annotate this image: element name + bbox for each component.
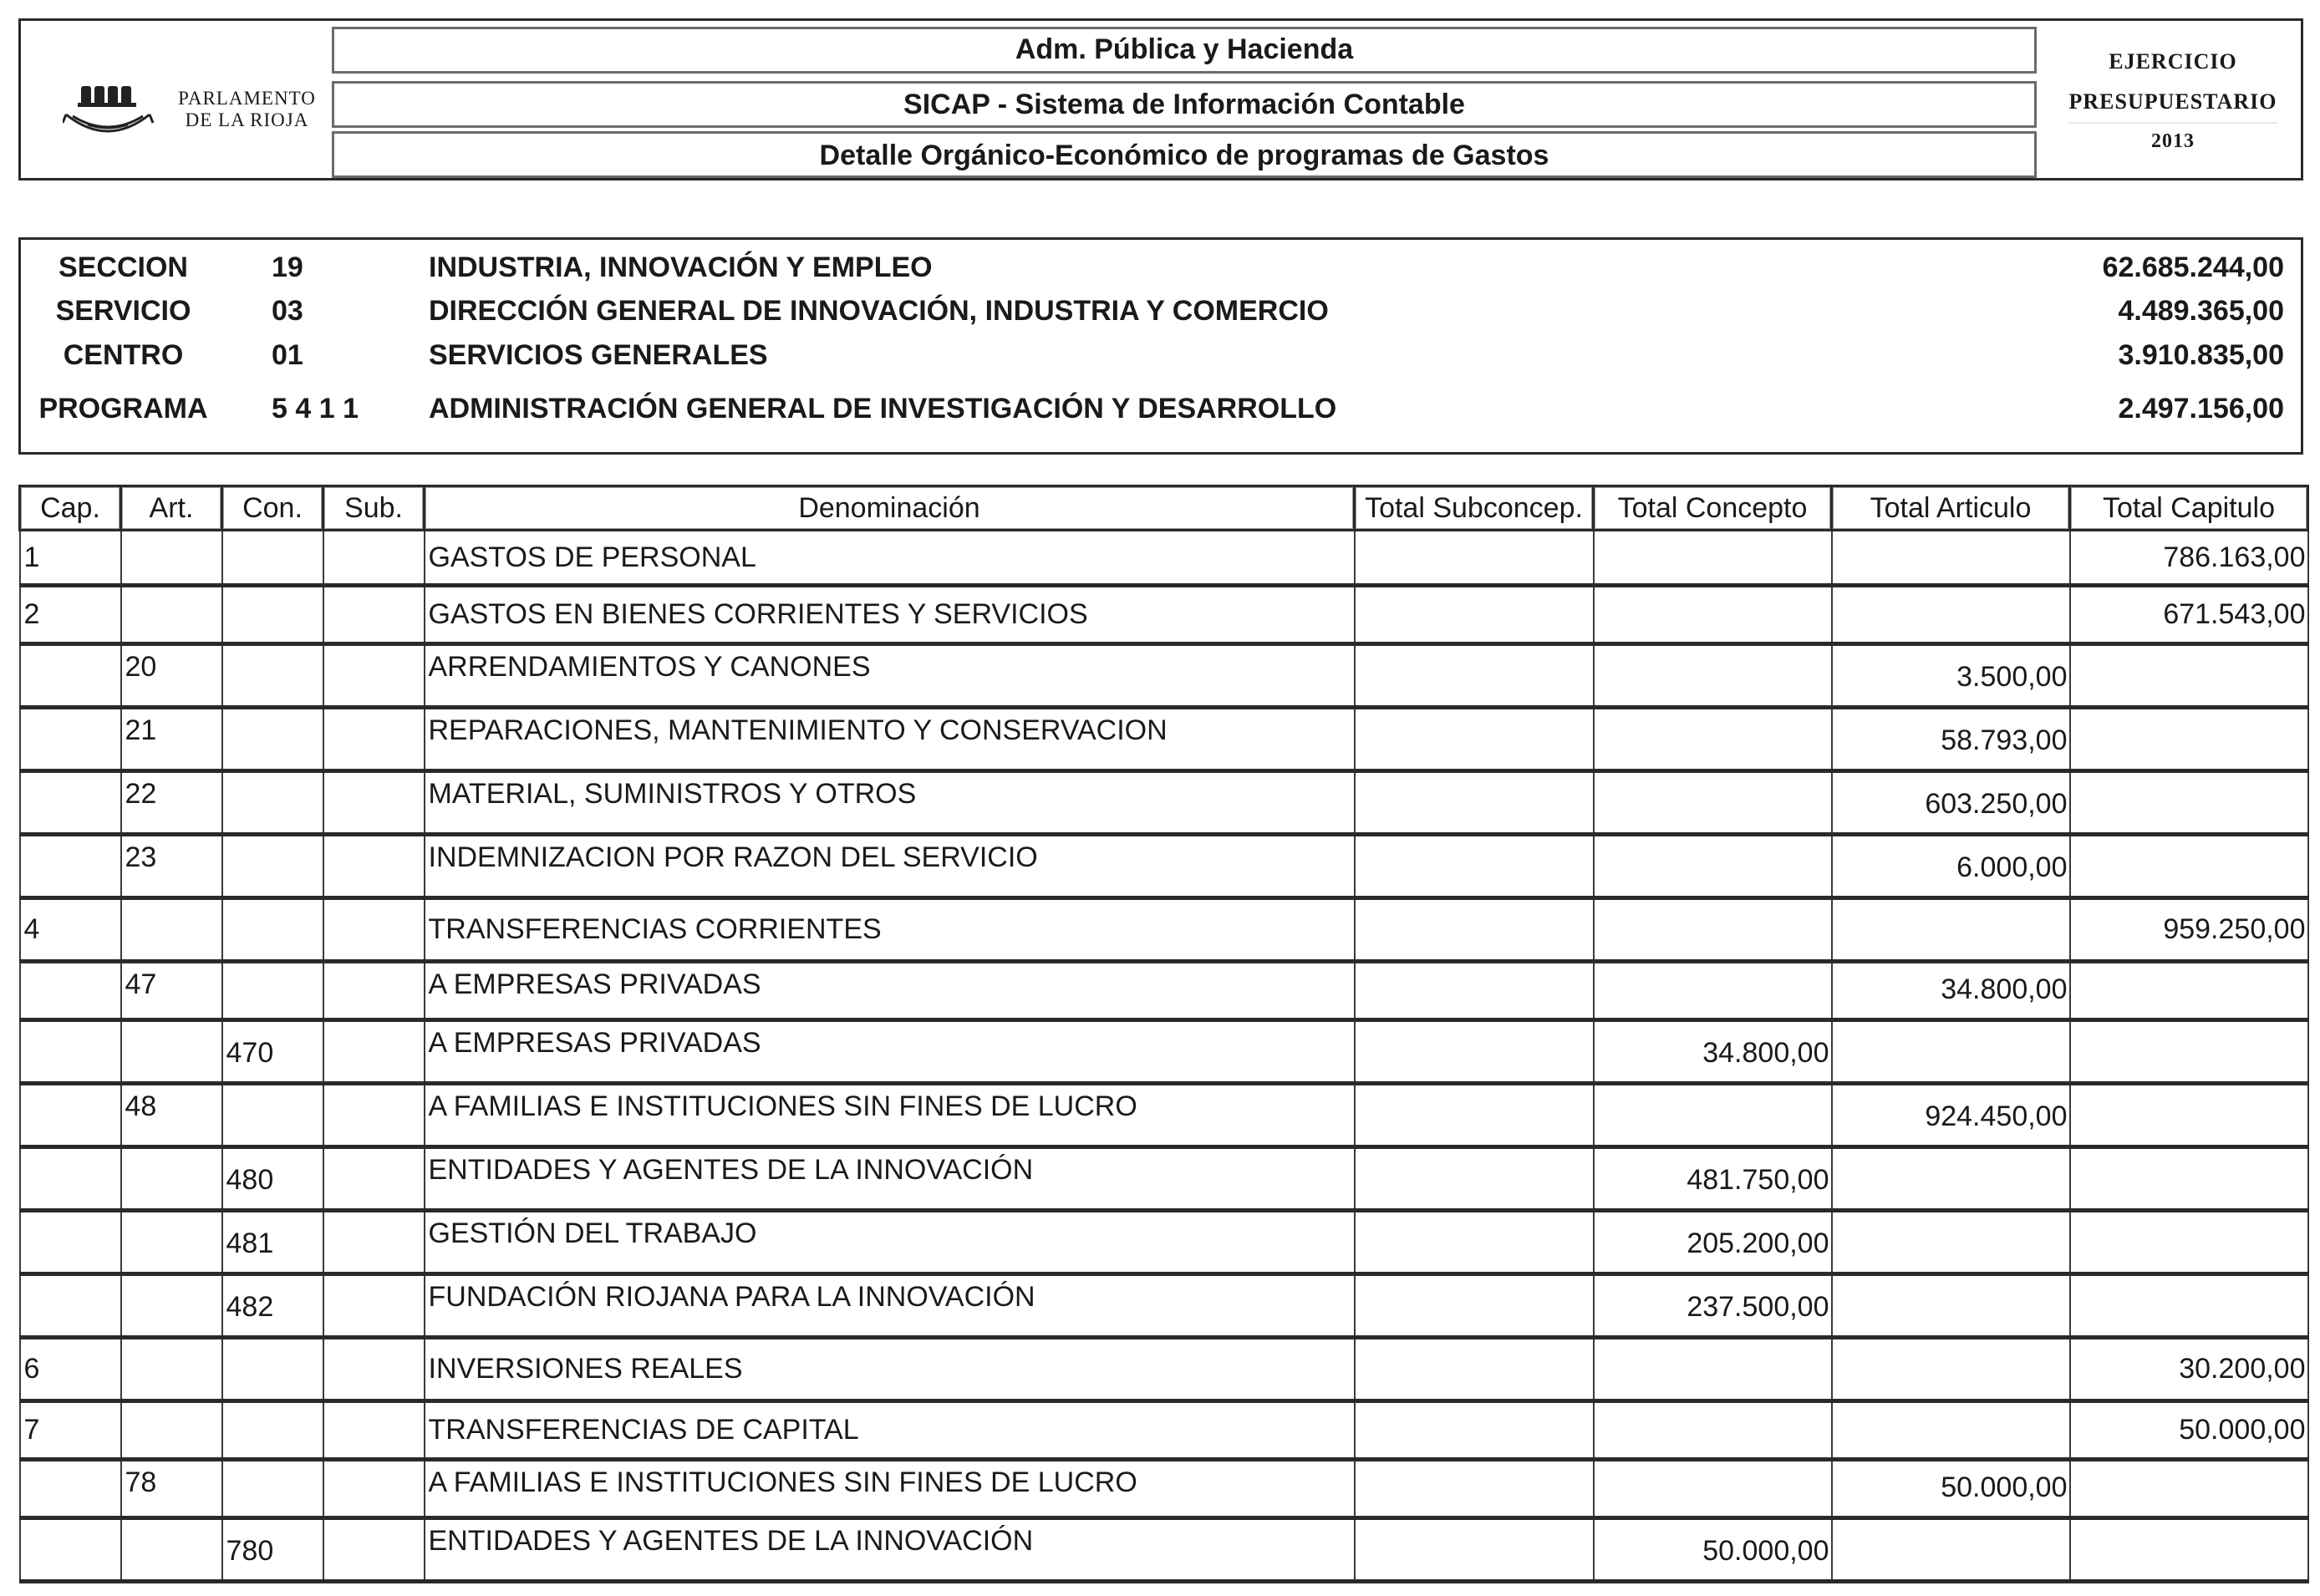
cell-total-concepto — [1594, 962, 1832, 1020]
summary-row-centro — [21, 337, 2301, 374]
cell-total-concepto — [1594, 1084, 1832, 1147]
summary-description: INDUSTRIA, INNOVACIÓN Y EMPLEO — [429, 252, 933, 283]
summary-description: DIRECCIÓN GENERAL DE INNOVACIÓN, INDUSTRIA Y COMERCIO — [429, 295, 1329, 327]
cell-denominacion: INVERSIONES REALES — [425, 1338, 1355, 1401]
cell-capitulo: 1 — [20, 531, 121, 586]
cell-capitulo — [20, 1518, 121, 1582]
cell-total-articulo: 50.000,00 — [1832, 1460, 2070, 1518]
cell-total-subconcepto — [1355, 835, 1594, 898]
cell-total-concepto — [1594, 708, 1832, 771]
cell-concepto — [222, 835, 323, 898]
summary-code: 01 — [272, 339, 303, 371]
cell-total-subconcepto — [1355, 644, 1594, 708]
parliament-name — [170, 88, 324, 131]
cell-concepto — [222, 898, 323, 962]
cell-articulo — [121, 531, 222, 586]
cell-capitulo — [20, 1084, 121, 1147]
cell-total-subconcepto — [1355, 1084, 1594, 1147]
cell-subconcepto — [323, 898, 425, 962]
cell-articulo — [121, 1020, 222, 1084]
table-row — [20, 1084, 2308, 1147]
column-header-art: Art. — [121, 486, 222, 531]
cell-concepto: 481 — [222, 1211, 323, 1274]
cell-total-subconcepto — [1355, 1274, 1594, 1338]
table-header-row — [20, 486, 2308, 531]
column-header-total-articulo: Total Articulo — [1832, 486, 2070, 531]
cell-total-subconcepto — [1355, 771, 1594, 835]
cell-total-articulo: 6.000,00 — [1832, 835, 2070, 898]
cell-denominacion: A FAMILIAS E INSTITUCIONES SIN FINES DE LUCRO — [425, 1460, 1355, 1518]
cell-concepto: 482 — [222, 1274, 323, 1338]
cell-total-articulo — [1832, 1274, 2070, 1338]
cell-capitulo — [20, 1274, 121, 1338]
column-header-cap: Cap. — [20, 486, 121, 531]
cell-total-articulo: 3.500,00 — [1832, 644, 2070, 708]
cell-total-concepto: 34.800,00 — [1594, 1020, 1832, 1084]
cell-total-capitulo — [2070, 835, 2308, 898]
fiscal-year-block — [2052, 42, 2294, 159]
cell-subconcepto — [323, 1211, 425, 1274]
department-title: Adm. Pública y Hacienda — [332, 27, 2037, 74]
cell-total-subconcepto — [1355, 1020, 1594, 1084]
table-row — [20, 708, 2308, 771]
cell-subconcepto — [323, 1338, 425, 1401]
cell-total-capitulo — [2070, 1084, 2308, 1147]
cell-denominacion: A EMPRESAS PRIVADAS — [425, 962, 1355, 1020]
cell-subconcepto — [323, 1518, 425, 1582]
cell-capitulo — [20, 962, 121, 1020]
table-row — [20, 586, 2308, 644]
table-row — [20, 644, 2308, 708]
cell-total-concepto: 50.000,00 — [1594, 1518, 1832, 1582]
cell-concepto: 780 — [222, 1518, 323, 1582]
cell-capitulo: 6 — [20, 1338, 121, 1401]
cell-capitulo: 2 — [20, 586, 121, 644]
cell-total-concepto — [1594, 835, 1832, 898]
summary-code: 19 — [272, 252, 303, 283]
cell-total-concepto — [1594, 531, 1832, 586]
table-row — [20, 1338, 2308, 1401]
cell-total-articulo: 34.800,00 — [1832, 962, 2070, 1020]
cell-capitulo — [20, 644, 121, 708]
table-row — [20, 1274, 2308, 1338]
cell-total-concepto — [1594, 644, 1832, 708]
cell-total-concepto: 205.200,00 — [1594, 1211, 1832, 1274]
cell-total-articulo — [1832, 531, 2070, 586]
cell-total-subconcepto — [1355, 1147, 1594, 1211]
cell-total-subconcepto — [1355, 1338, 1594, 1401]
cell-articulo: 23 — [121, 835, 222, 898]
cell-total-articulo: 924.450,00 — [1832, 1084, 2070, 1147]
cell-concepto — [222, 1401, 323, 1460]
organic-summary — [18, 237, 2303, 455]
cell-denominacion: ARRENDAMIENTOS Y CANONES — [425, 644, 1355, 708]
cell-total-concepto — [1594, 898, 1832, 962]
cell-total-articulo — [1832, 1338, 2070, 1401]
cell-subconcepto — [323, 835, 425, 898]
cell-subconcepto — [323, 531, 425, 586]
cell-concepto — [222, 1460, 323, 1518]
cell-total-capitulo — [2070, 644, 2308, 708]
table-row — [20, 1460, 2308, 1518]
cell-articulo: 21 — [121, 708, 222, 771]
cell-articulo — [121, 1338, 222, 1401]
cell-denominacion: A EMPRESAS PRIVADAS — [425, 1020, 1355, 1084]
cell-total-subconcepto — [1355, 1211, 1594, 1274]
logo-text-line1: PARLAMENTO — [178, 88, 316, 109]
summary-amount: 4.489.365,00 — [2118, 295, 2284, 327]
table-row — [20, 1211, 2308, 1274]
cell-articulo: 47 — [121, 962, 222, 1020]
system-title: SICAP - Sistema de Información Contable — [332, 81, 2037, 128]
cell-subconcepto — [323, 1274, 425, 1338]
parliament-logo — [21, 21, 330, 178]
table-row — [20, 771, 2308, 835]
table-row — [20, 1401, 2308, 1460]
cell-total-subconcepto — [1355, 531, 1594, 586]
cell-capitulo: 4 — [20, 898, 121, 962]
cell-denominacion: INDEMNIZACION POR RAZON DEL SERVICIO — [425, 835, 1355, 898]
cell-total-articulo — [1832, 898, 2070, 962]
cell-total-capitulo: 50.000,00 — [2070, 1401, 2308, 1460]
cell-total-capitulo: 671.543,00 — [2070, 586, 2308, 644]
cell-subconcepto — [323, 1147, 425, 1211]
summary-label: SERVICIO — [55, 295, 191, 327]
cell-concepto — [222, 1338, 323, 1401]
cell-capitulo — [20, 771, 121, 835]
cell-capitulo — [20, 1460, 121, 1518]
table-row — [20, 835, 2308, 898]
cell-total-capitulo — [2070, 1147, 2308, 1211]
cell-capitulo — [20, 708, 121, 771]
cell-subconcepto — [323, 586, 425, 644]
summary-amount: 2.497.156,00 — [2118, 393, 2284, 424]
cell-total-capitulo: 959.250,00 — [2070, 898, 2308, 962]
cell-total-articulo — [1832, 1401, 2070, 1460]
cell-total-subconcepto — [1355, 1401, 1594, 1460]
cell-denominacion: ENTIDADES Y AGENTES DE LA INNOVACIÓN — [425, 1518, 1355, 1582]
cell-concepto — [222, 531, 323, 586]
cell-concepto — [222, 644, 323, 708]
summary-amount: 3.910.835,00 — [2118, 339, 2284, 371]
cell-articulo — [121, 898, 222, 962]
cell-total-capitulo — [2070, 1518, 2308, 1582]
column-header-total-capitulo: Total Capitulo — [2070, 486, 2308, 531]
summary-row-programa — [21, 390, 2301, 427]
cell-denominacion: GASTOS EN BIENES CORRIENTES Y SERVICIOS — [425, 586, 1355, 644]
cell-articulo — [121, 1518, 222, 1582]
cell-total-articulo — [1832, 1020, 2070, 1084]
cell-total-capitulo — [2070, 1460, 2308, 1518]
cell-capitulo — [20, 1147, 121, 1211]
cell-articulo: 78 — [121, 1460, 222, 1518]
cell-denominacion: REPARACIONES, MANTENIMIENTO Y CONSERVACION — [425, 708, 1355, 771]
cell-total-capitulo — [2070, 771, 2308, 835]
summary-amount: 62.685.244,00 — [2102, 252, 2284, 283]
cell-denominacion: ENTIDADES Y AGENTES DE LA INNOVACIÓN — [425, 1147, 1355, 1211]
table-row — [20, 898, 2308, 962]
presupuestario-label: PRESUPUESTARIO — [2068, 89, 2277, 114]
cell-total-capitulo — [2070, 962, 2308, 1020]
summary-row-seccion — [21, 249, 2301, 286]
cell-capitulo — [20, 835, 121, 898]
cell-total-concepto — [1594, 1338, 1832, 1401]
cell-articulo: 48 — [121, 1084, 222, 1147]
cell-total-capitulo — [2070, 1274, 2308, 1338]
report-title: Detalle Orgánico-Económico de programas de Gastos — [332, 131, 2037, 178]
table-row — [20, 531, 2308, 586]
table-row — [20, 1518, 2308, 1582]
cell-denominacion: A FAMILIAS E INSTITUCIONES SIN FINES DE LUCRO — [425, 1084, 1355, 1147]
column-header-sub: Sub. — [323, 486, 425, 531]
cell-total-articulo — [1832, 1518, 2070, 1582]
cell-subconcepto — [323, 1401, 425, 1460]
cell-total-concepto — [1594, 1460, 1832, 1518]
cell-articulo: 22 — [121, 771, 222, 835]
summary-row-servicio — [21, 292, 2301, 329]
cell-total-subconcepto — [1355, 962, 1594, 1020]
cell-articulo — [121, 1211, 222, 1274]
cell-total-concepto: 237.500,00 — [1594, 1274, 1832, 1338]
cell-articulo — [121, 1401, 222, 1460]
column-header-denominacion: Denominación — [425, 486, 1355, 531]
cell-subconcepto — [323, 1020, 425, 1084]
cell-subconcepto — [323, 644, 425, 708]
summary-description: SERVICIOS GENERALES — [429, 339, 768, 371]
summary-label: PROGRAMA — [38, 393, 208, 424]
cell-total-subconcepto — [1355, 708, 1594, 771]
cell-total-subconcepto — [1355, 1460, 1594, 1518]
cell-total-articulo: 58.793,00 — [1832, 708, 2070, 771]
fiscal-year: 2013 — [2068, 122, 2277, 159]
cell-concepto — [222, 708, 323, 771]
cell-total-subconcepto — [1355, 898, 1594, 962]
cell-total-capitulo — [2070, 708, 2308, 771]
cell-articulo — [121, 1147, 222, 1211]
cell-denominacion: MATERIAL, SUMINISTROS Y OTROS — [425, 771, 1355, 835]
cell-total-articulo — [1832, 1147, 2070, 1211]
cell-total-capitulo: 786.163,00 — [2070, 531, 2308, 586]
cell-denominacion: GASTOS DE PERSONAL — [425, 531, 1355, 586]
cell-subconcepto — [323, 708, 425, 771]
cell-capitulo — [20, 1211, 121, 1274]
cell-total-concepto — [1594, 1401, 1832, 1460]
cell-subconcepto — [323, 1460, 425, 1518]
column-header-total-concepto: Total Concepto — [1594, 486, 1832, 531]
cell-subconcepto — [323, 771, 425, 835]
cell-concepto — [222, 1084, 323, 1147]
cell-concepto — [222, 586, 323, 644]
cell-articulo: 20 — [121, 644, 222, 708]
column-header-total-subconcepto: Total Subconcep. — [1355, 486, 1594, 531]
cell-denominacion: FUNDACIÓN RIOJANA PARA LA INNOVACIÓN — [425, 1274, 1355, 1338]
parliament-emblem-icon — [63, 86, 161, 161]
cell-total-concepto: 481.750,00 — [1594, 1147, 1832, 1211]
cell-subconcepto — [323, 962, 425, 1020]
cell-capitulo — [20, 1020, 121, 1084]
cell-total-articulo — [1832, 586, 2070, 644]
table-row — [20, 1147, 2308, 1211]
summary-code: 5 4 1 1 — [272, 393, 359, 424]
logo-text-line2: DE LA RIOJA — [185, 109, 309, 130]
cell-total-concepto — [1594, 771, 1832, 835]
cell-total-capitulo: 30.200,00 — [2070, 1338, 2308, 1401]
column-header-con: Con. — [222, 486, 323, 531]
cell-total-capitulo — [2070, 1211, 2308, 1274]
cell-total-subconcepto — [1355, 1518, 1594, 1582]
table-row — [20, 1020, 2308, 1084]
summary-description: ADMINISTRACIÓN GENERAL DE INVESTIGACIÓN Y DESARROLLO — [429, 393, 1337, 424]
cell-total-capitulo — [2070, 1020, 2308, 1084]
expense-detail-table — [18, 485, 2309, 1583]
summary-label: CENTRO — [63, 339, 184, 371]
cell-total-concepto — [1594, 586, 1832, 644]
cell-articulo — [121, 1274, 222, 1338]
cell-denominacion: TRANSFERENCIAS CORRIENTES — [425, 898, 1355, 962]
summary-code: 03 — [272, 295, 303, 327]
table-row — [20, 962, 2308, 1020]
cell-concepto: 470 — [222, 1020, 323, 1084]
document-header — [18, 18, 2303, 180]
cell-concepto — [222, 771, 323, 835]
cell-total-subconcepto — [1355, 586, 1594, 644]
cell-total-articulo: 603.250,00 — [1832, 771, 2070, 835]
cell-concepto — [222, 962, 323, 1020]
summary-label: SECCION — [59, 252, 188, 283]
cell-denominacion: TRANSFERENCIAS DE CAPITAL — [425, 1401, 1355, 1460]
cell-subconcepto — [323, 1084, 425, 1147]
cell-capitulo: 7 — [20, 1401, 121, 1460]
cell-total-articulo — [1832, 1211, 2070, 1274]
cell-articulo — [121, 586, 222, 644]
ejercicio-label: EJERCICIO — [2109, 49, 2237, 74]
cell-concepto: 480 — [222, 1147, 323, 1211]
cell-denominacion: GESTIÓN DEL TRABAJO — [425, 1211, 1355, 1274]
